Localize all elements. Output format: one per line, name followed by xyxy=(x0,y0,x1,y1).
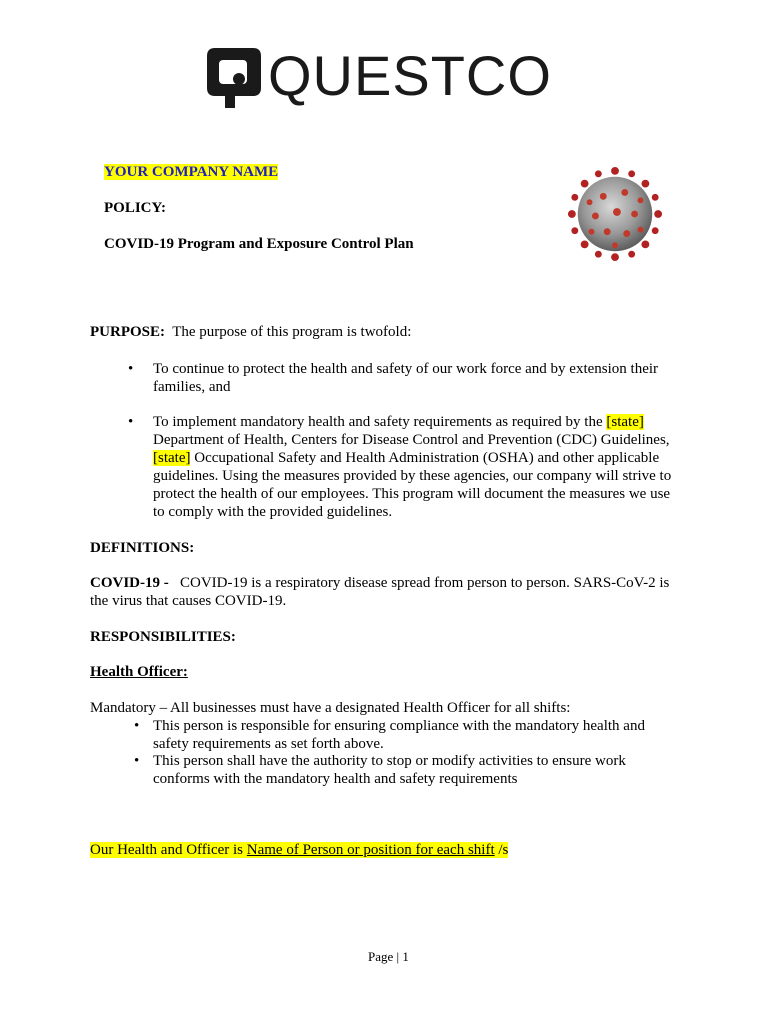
purpose-bullet-1-line-2: families, and xyxy=(153,379,231,395)
purpose-label: PURPOSE: xyxy=(90,324,165,340)
page-number: Page | 1 xyxy=(368,949,409,964)
purpose-bullet-2-line-1 xyxy=(153,413,644,431)
bullet-icon: • xyxy=(134,718,140,734)
bullet-icon: • xyxy=(134,753,140,769)
statement-suffix: /s xyxy=(498,842,509,858)
company-name-placeholder: YOUR COMPANY NAME xyxy=(104,164,279,180)
bullet-icon: • xyxy=(128,361,134,377)
purpose-intro: The purpose of this program is twofold: xyxy=(172,324,412,340)
health-officer-statement xyxy=(90,841,508,859)
responsibility-bullet-2-line-2: conforms with the mandatory health and safety requirements xyxy=(153,771,518,787)
purpose-bullet-2-line-6: to comply with the provided guidelines. xyxy=(153,504,393,520)
state-placeholder: [state] xyxy=(153,450,191,466)
definition-term: COVID-19 - xyxy=(90,575,169,591)
health-officer-heading: Health Officer: xyxy=(90,664,188,680)
definition-line-1 xyxy=(90,574,669,592)
officer-name-placeholder: Name of Person or position for each shift xyxy=(246,842,495,858)
definition-text: COVID-19 is a respiratory disease spread from person to person. SARS-CoV-2 is xyxy=(180,575,670,591)
company-logo-text: QUESTCO xyxy=(268,44,552,107)
policy-label: POLICY: xyxy=(104,200,166,216)
definitions-heading: DEFINITIONS: xyxy=(90,540,195,556)
purpose-bullet-2-line-2: Department of Health, Centers for Disease Control and Prevention (CDC) Guidelines, xyxy=(153,432,670,448)
purpose-bullet-2-line-5: protect the health of our employees. This program will document the measures we use xyxy=(153,486,671,502)
purpose-line xyxy=(90,323,411,341)
purpose-bullet-2-text: To implement mandatory health and safety requirements as required by the xyxy=(153,414,603,430)
purpose-bullet-2-text: Occupational Safety and Health Administration (OSHA) and other applicable xyxy=(194,450,660,466)
responsibility-bullet-1-line-2: safety requirements as set forth above. xyxy=(153,736,384,752)
policy-title: COVID-19 Program and Exposure Control Plan xyxy=(104,236,414,252)
mandatory-statement: Mandatory – All businesses must have a designated Health Officer for all shifts: xyxy=(90,700,571,716)
statement-prefix: Our Health and Officer is xyxy=(90,842,244,858)
purpose-bullet-1-line-1: To continue to protect the health and safety of our work force and by extension their xyxy=(153,361,659,377)
definition-line-2: the virus that causes COVID-19. xyxy=(90,593,287,609)
responsibility-bullet-1-line-1: This person is responsible for ensuring compliance with the mandatory health and xyxy=(153,718,645,734)
purpose-bullet-2-line-4: guidelines. Using the measures provided by these agencies, our company will strive to xyxy=(153,468,672,484)
purpose-bullet-2-line-3 xyxy=(153,449,659,467)
responsibility-bullet-2-line-1: This person shall have the authority to stop or modify activities to ensure work xyxy=(153,753,626,769)
bullet-icon: • xyxy=(128,414,134,430)
coronavirus-image xyxy=(566,165,664,263)
responsibilities-heading: RESPONSIBILITIES: xyxy=(90,629,236,645)
state-placeholder: [state] xyxy=(606,414,644,430)
